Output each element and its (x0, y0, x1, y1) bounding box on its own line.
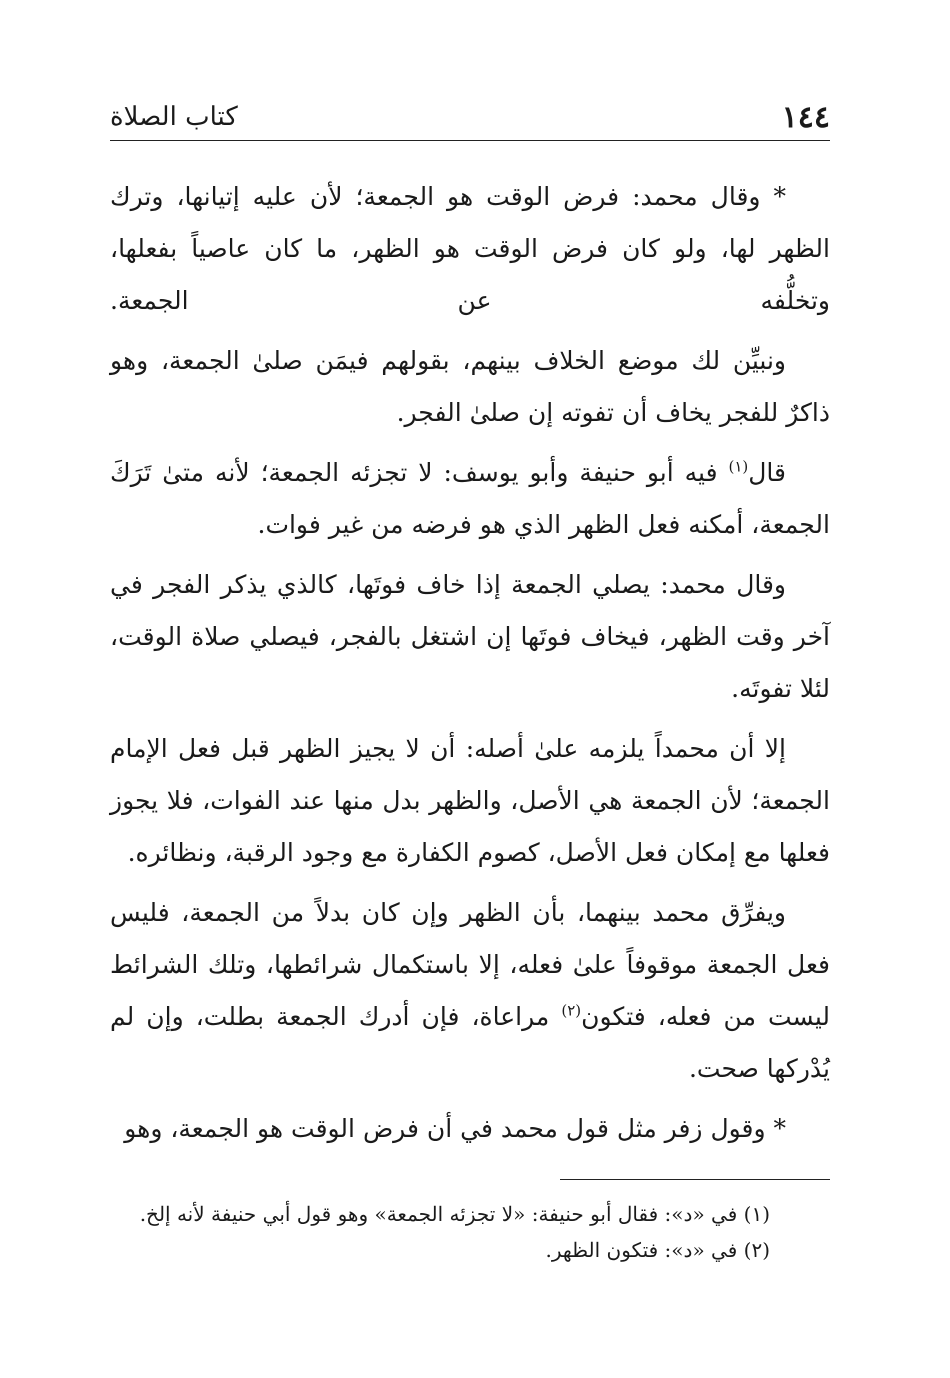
paragraph (110, 887, 830, 1095)
paragraph (110, 559, 830, 715)
footnotes (110, 1196, 830, 1268)
paragraph (110, 1103, 830, 1155)
paragraph (110, 171, 830, 327)
paragraph-text: وقال محمد: يصلي الجمعة إذا خاف فوتَها، كالذي يذكر الفجر في آخر وقت الظهر، فيخاف فوتَها إن اشتغل بالفجر، فيصلي صلاة الوقت، لئلا تفوتَه. (110, 570, 830, 703)
paragraph-prefix: قال (748, 458, 786, 487)
running-title: كتاب الصلاة (110, 102, 238, 132)
paragraph (110, 447, 830, 551)
footnote-2: (٢) في «د»: فتكون الظهر. (545, 1238, 770, 1262)
page-number: ١٤٤ (781, 100, 830, 135)
paragraph (110, 335, 830, 439)
paragraph-text: إلا أن محمداً يلزمه علىٰ أصله: أن لا يجيز الظهر قبل فعل الإمام الجمعة؛ لأن الجمعة هي الأصل، والظهر بدل منها عند الفوات، فلا يجوز فعلها مع إمكان فعل الأصل، كصوم الكفارة مع وجود الرقبة، ونظائره. (110, 734, 830, 867)
paragraph (110, 723, 830, 879)
document-page (110, 96, 830, 1268)
page-header (110, 96, 830, 141)
paragraph-text: ونبيِّن لك موضع الخلاف بينهم، بقولهم فيمَن صلىٰ الجمعة، وهو ذاكرٌ للفجر يخاف أن تفوته إن صلىٰ الفجر. (110, 346, 830, 427)
paragraph-text-continued: مراعاة، فإن أدرك الجمعة بطلت، وإن لم يُدْركها صحت. (110, 1002, 830, 1083)
footnote-divider (560, 1179, 830, 1180)
footnote-reference-1[interactable]: (١) (728, 457, 749, 476)
footnote-reference-2[interactable]: (٢) (561, 1001, 582, 1020)
paragraph-text: ويفرِّق محمد بينهما، بأن الظهر وإن كان بدلاً من الجمعة، فليس فعل الجمعة موقوفاً علىٰ فعله، إلا باستكمال شرائطها، وتلك الشرائط ليست من فعله، فتكون (110, 898, 831, 1031)
body-text (110, 171, 830, 1155)
paragraph-text: * وقول زفر مثل قول محمد في أن فرض الوقت هو الجمعة، وهو (124, 1114, 786, 1143)
footnote-1: (١) في «د»: فقال أبو حنيفة: «لا تجزئه الجمعة» وهو قول أبي حنيفة لأنه إلخ. (139, 1202, 770, 1226)
paragraph-text: فيه أبو حنيفة وأبو يوسف: لا تجزئه الجمعة؛ لأنه متىٰ تَرَكَ الجمعة، أمكنه فعل الظهر الذي هو فرضه من غير فوات. (110, 458, 830, 539)
paragraph-text: * وقال محمد: فرض الوقت هو الجمعة؛ لأن عليه إتيانها، وترك الظهر لها، ولو كان فرض الوقت هو الظهر، ما كان عاصياً بفعلها، وتخلُّفه عن الجمعة. (110, 182, 830, 315)
